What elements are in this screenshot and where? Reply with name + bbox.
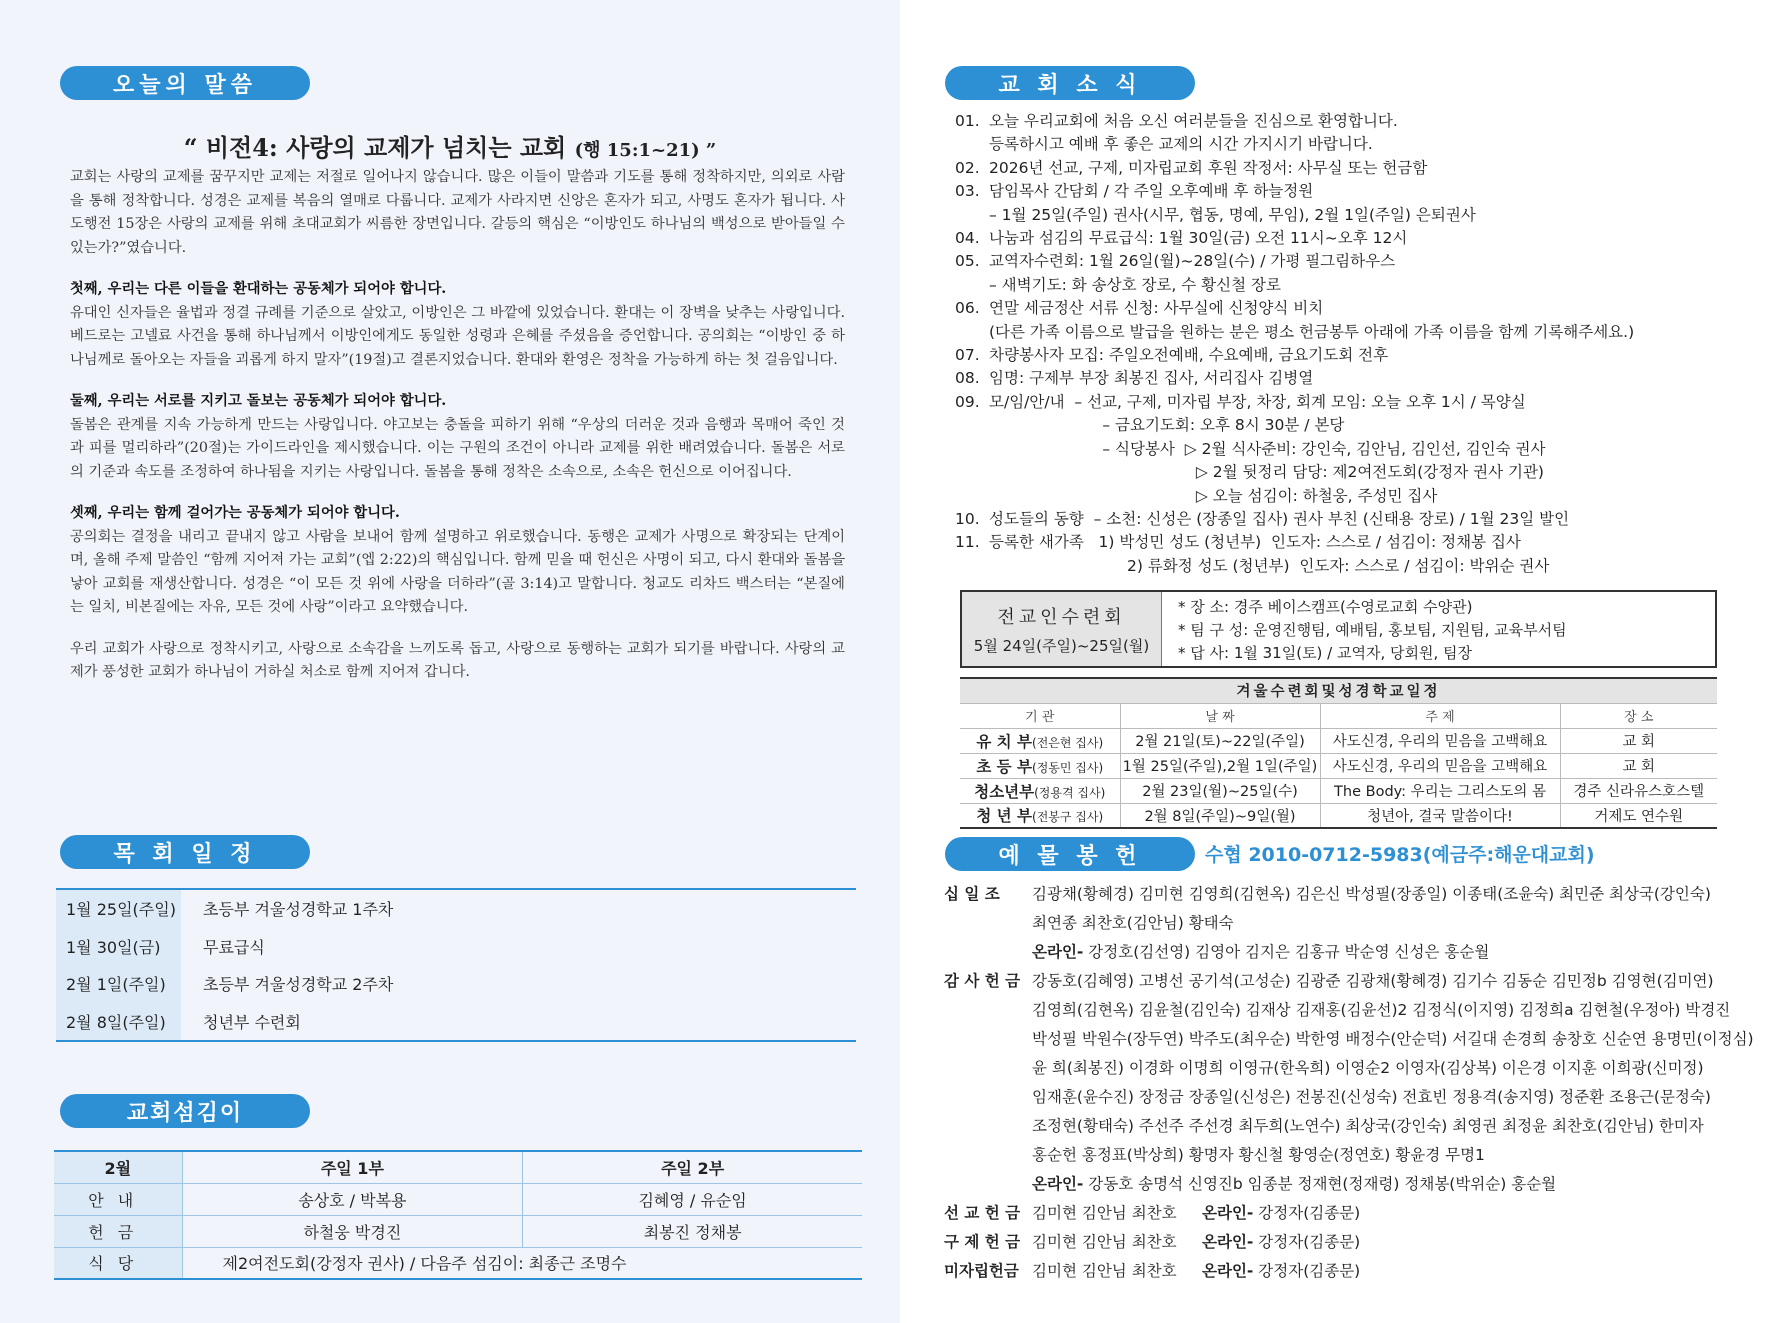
winter-org-lead: (정동민 집사) [1032,760,1104,775]
winter-date: 1월 25일(주일),2월 1일(주일) [1120,753,1320,778]
news-number [955,321,989,344]
winter-org-name: 유 치 부 [976,732,1033,751]
news-text: 나눔과 섬김의 무료급식: 1월 30일(금) 오전 11시~오후 12시 [989,229,1408,248]
schedule-row [56,928,856,966]
offering-relief [944,1228,1744,1257]
winter-col-place: 장 소 [1560,703,1717,728]
serve-cell: 제2여전도회(강정자 권사) / 다음주 섬김이: 최종근 조명수 [182,1247,862,1279]
news-item [955,227,1745,250]
offering-names-line: 최연종 최찬호(김안님) 황태숙 [1032,914,1234,932]
offering-names-line: 조정현(황태숙) 주선주 주선경 최두희(노연수) 최상국(강인숙) 최영권 최정윤 최찬호(김안님) 한미자 [1032,1117,1704,1135]
retreat-label-box [962,592,1162,666]
news-number: 11. [955,533,980,552]
offering-names: 김미현 김안님 최찬호 [1032,1204,1177,1222]
news-number: 01. [955,112,980,130]
news-number: 08. [955,369,980,388]
news-item [955,110,1745,133]
offering-names-line: 강동호(김혜영) 고병선 공기석(고성순) 김광준 김광채(황혜경) 김기수 김동순 김민정b 김영현(김미연) [1032,972,1714,990]
sermon-body [70,166,845,703]
winter-row [960,803,1717,828]
sermon-point-heading: 둘째, 우리는 서로를 지키고 돌보는 공동체가 되어야 합니다. [70,393,447,409]
section-offering-header: 예 물 봉 헌 [945,837,1195,871]
winter-org-name: 청소년부 [974,782,1035,801]
news-item [955,461,1745,484]
serve-col-2: 주일 2부 [523,1151,862,1183]
offering-names [1032,880,1744,967]
serve-row [54,1215,862,1247]
retreat-details [1162,592,1567,666]
winter-date: 2월 8일(주일)~9일(월) [1120,803,1320,828]
retreat-detail: * 답 사: 1월 31일(토) / 교역자, 당회원, 팀장 [1178,644,1472,662]
sermon-point-heading: 셋째, 우리는 함께 걸어가는 공동체가 되어야 합니다. [70,505,400,521]
schedule-list [56,888,856,1042]
winter-topic: 청년아, 결국 말씀이다! [1320,803,1560,828]
news-number [955,485,989,508]
winter-org [960,778,1120,803]
offering-online-line [1202,1228,1360,1257]
sermon-paragraph-text: 돌봄은 관계를 지속 가능하게 만드는 사랑입니다. 야고보는 충돌을 피하기 위해 “우상의 더러운 것과 음행과 목매어 죽인 것과 피를 멀리하라”(20절)는 가이드라인을 제시했습니다. 이는 구원의 조건이 아니라 교제를 위한 배려였습니다. 돌봄은 서로의 기준과 속도를 조정하여 하나됨을 지키는 사랑입니다. 돌봄을 통해 정착은 소속으로, 소속은 헌신으로 이어집니다. [70,416,845,480]
offering-category: 구 제 헌 금 [944,1233,1021,1251]
winter-org [960,803,1120,828]
offering-category: 미자립헌금 [944,1262,1019,1280]
schedule-date: 2월 8일(주일) [56,1003,181,1041]
winter-col-org: 기 관 [960,703,1120,728]
retreat-date: 5월 24일(주일)~25일(월) [973,636,1150,655]
winter-org-lead: (전봉구 집사) [1032,810,1104,825]
online-label: 온라인- [1032,1175,1084,1193]
schedule-date: 1월 30일(금) [56,928,181,966]
news-number: 03. [955,182,980,201]
online-names: 강정자(김종문) [1253,1233,1361,1251]
offering-tithe [944,880,1744,967]
serve-month: 2월 [54,1151,182,1183]
offering-names [1032,967,1754,1199]
news-text: ▷ 2월 뒷정리 담당: 제2여전도회(강정자 권사 기관) [989,463,1544,482]
sermon-reference: (행 15:1~21) ” [574,140,717,161]
retreat-box [960,590,1717,668]
winter-org-name: 청 년 부 [976,807,1033,826]
serve-row-label: 식당 [54,1247,182,1279]
sermon-paragraph [70,166,845,260]
news-text: – 식당봉사 ▷ 2월 식사준비: 강인숙, 김안님, 김인선, 김인숙 권사 [989,439,1546,458]
schedule-text: 청년부 수련회 [203,1012,301,1032]
news-item [955,250,1745,273]
online-names: 강정호(김선영) 김영아 김지은 김홍규 박순영 신성은 홍순월 [1083,943,1490,961]
news-number [955,204,989,227]
news-number: 06. [955,299,980,318]
section-serve-header: 교회섬김이 [60,1094,310,1128]
news-item [955,438,1745,461]
serve-row-label: 헌금 [54,1215,182,1247]
news-number [955,461,989,484]
winter-caption-row [960,678,1717,703]
offering-online-line [1202,1199,1360,1228]
news-text: ▷ 오늘 섬김이: 하철웅, 주성민 집사 [989,486,1438,505]
winter-org-lead: (정용격 집사) [1034,785,1106,800]
news-text: 교역자수련회: 1월 26일(월)~28일(수) / 가평 필그림하우스 [989,252,1396,271]
offering-list [944,880,1754,1286]
news-item [955,391,1745,414]
schedule-text: 초등부 겨울성경학교 2주차 [203,975,394,995]
section-news-header: 교 회 소 식 [945,66,1195,100]
offering-names-line: 임재훈(윤수진) 장정금 장종일(신성은) 전봉진(신성숙) 전효빈 정용격(송지영) 정준환 조용근(문정숙) [1032,1088,1711,1106]
schedule-row [56,965,856,1003]
winter-place: 경주 신라유스호스텔 [1560,778,1717,803]
news-text: 성도들의 동향 – 소천: 신성은 (장종일 집사) 권사 부친 (신태용 장로) / 1월 23일 발인 [989,509,1570,528]
news-text: – 금요기도회: 오후 8시 30분 / 본당 [989,416,1345,435]
offering-names: 김미현 김안님 최찬호 [1032,1262,1177,1280]
sermon-title-text: “ 비전4: 사랑의 교제가 넘치는 교회 [183,133,567,162]
news-item [955,180,1745,203]
news-item [955,508,1745,531]
news-number: 09. [955,392,980,411]
serve-row-label: 안내 [54,1183,182,1215]
serve-col-1: 주일 1부 [182,1151,523,1183]
schedule-text: 초등부 겨울성경학교 1주차 [203,900,394,920]
news-text: – 1월 25일(주일) 권사(시무, 협동, 명예, 무임), 2월 1일(주일) 은퇴권사 [989,205,1476,224]
winter-schedule-table [960,677,1717,829]
offering-names-line: 김광채(황혜경) 김미현 김영희(김현옥) 김은신 박성필(장종일) 이종태(조윤숙) 최민준 최상국(강인숙) [1032,885,1711,903]
online-label: 온라인- [1032,943,1084,961]
winter-org [960,753,1120,778]
serve-table [54,1150,862,1280]
offering-names: 김미현 김안님 최찬호 [1032,1233,1177,1251]
news-text: (다른 가족 이름으로 발급을 원하는 분은 평소 헌금봉투 아래에 가족 이름을 함께 기록해주세요.) [989,322,1635,341]
sermon-paragraph-text: 유대인 신자들은 율법과 정결 규례를 기준으로 살았고, 이방인은 그 바깥에 있었습니다. 환대는 이 장벽을 낮추는 사랑입니다. 베드로는 고넬료 사건을 통해 하나님께서 이방인에게도 동일한 성령과 은혜를 주셨음을 증언합니다. 공의회는 “이방인 중 하나님께로 돌아오는 자들을 괴롭게 하지 말자”(19절)고 결론지었습니다. 환대와 환영은 정착을 가능하게 하는 첫 걸음입니다. [70,304,845,368]
offering-online-line [1202,1257,1360,1286]
winter-row [960,753,1717,778]
serve-row [54,1247,862,1279]
winter-date: 2월 21일(토)~22일(주일) [1120,728,1320,753]
retreat-detail: * 장 소: 경주 베이스캠프(수영로교회 수양관) [1178,598,1473,616]
news-item [955,367,1745,390]
news-list [955,110,1745,578]
online-label: 온라인- [1202,1262,1254,1280]
winter-row [960,778,1717,803]
news-item [955,531,1745,554]
news-number [955,274,989,297]
offering-mission [944,1199,1744,1228]
online-names: 강정자(김종문) [1253,1204,1361,1222]
winter-org-name: 초 등 부 [976,757,1033,776]
news-item [955,133,1745,156]
bank-account: 수협 2010-0712-5983(예금주:해운대교회) [1205,844,1595,866]
winter-col-topic: 주 제 [1320,703,1560,728]
news-text: 차량봉사자 모집: 주일오전예배, 수요예배, 금요기도회 전후 [989,346,1389,365]
serve-header-row [54,1151,862,1183]
winter-caption: 겨울수련회및성경학교일정 [960,678,1717,703]
serve-cell: 최봉진 정채봉 [523,1215,862,1247]
winter-topic: 사도신경, 우리의 믿음을 고백해요 [1320,753,1560,778]
online-label: 온라인- [1202,1233,1254,1251]
news-number [955,438,989,461]
sermon-point-heading: 첫째, 우리는 다른 이들을 환대하는 공동체가 되어야 합니다. [70,281,447,297]
schedule-text: 무료급식 [203,937,265,957]
news-text: 2026년 선교, 구제, 미자립교회 후원 작정서: 사무실 또는 헌금함 [989,158,1428,177]
offering-thanks [944,967,1754,1199]
news-number [955,133,989,156]
sermon-title [60,128,840,163]
winter-date: 2월 23일(월)~25일(수) [1120,778,1320,803]
schedule-row [56,1003,856,1041]
winter-header-row [960,703,1717,728]
news-item [955,344,1745,367]
news-text: 담임목사 간담회 / 각 주일 오후예배 후 하늘정원 [989,182,1314,201]
news-text: 오늘 우리교회에 처음 오신 여러분들을 진심으로 환영합니다. [989,112,1398,130]
serve-cell: 하철웅 박경진 [182,1215,523,1247]
serve-cell: 김혜영 / 유순임 [523,1183,862,1215]
news-number [955,555,989,578]
serve-cell: 송상호 / 박복용 [182,1183,523,1215]
news-text: – 새벽기도: 화 송상호 장로, 수 황신철 장로 [989,275,1281,294]
schedule-date: 2월 1일(주일) [56,965,181,1003]
winter-org-lead: (전은현 집사) [1032,735,1104,750]
winter-place: 교 회 [1560,728,1717,753]
offering-weak-church [944,1257,1744,1286]
sermon-paragraph-text: 공의회는 결정을 내리고 끝내지 않고 사람을 보내어 함께 설명하고 위로했습니다. 동행은 교제가 사명으로 확장되는 단계이며, 올해 주제 말씀인 “함께 지어져 가는 교회”(엡 2:22)의 핵심입니다. 함께 믿을 때 헌신은 사명이 되고, 다시 환대와 돌봄을 낳아 교회를 재생산합니다. 성경은 “이 모든 것 위에 사랑을 더하라”(골 3:14)고 말합니다. 청교도 리차드 백스터는 “본질에는 일치, 비본질에는 자유, 모든 것에 사랑”이라고 요약했습니다. [70,528,845,615]
serve-row [54,1183,862,1215]
news-item [955,297,1745,320]
sermon-paragraph [70,638,845,685]
winter-org [960,728,1120,753]
news-item [955,414,1745,437]
offering-names-line: 윤 희(최봉진) 이경화 이명희 이영규(한옥희) 이영순2 이영자(김상복) 이은경 이지훈 이희광(신미정) [1032,1059,1704,1077]
news-item [955,157,1745,180]
offering-names-line: 박성필 박원수(장두연) 박주도(최우순) 박한영 배정수(안순덕) 서길대 손경희 송창호 신순연 용명민(이정심) [1032,1030,1754,1048]
winter-place: 교 회 [1560,753,1717,778]
offering-category: 선 교 헌 금 [944,1204,1021,1222]
retreat-detail: * 팀 구 성: 운영진행팀, 예배팀, 홍보팀, 지원팀, 교육부서팀 [1178,621,1567,639]
online-label: 온라인- [1202,1204,1254,1222]
winter-topic: 사도신경, 우리의 믿음을 고백해요 [1320,728,1560,753]
sermon-paragraph-text: 우리 교회가 사랑으로 정착시키고, 사랑으로 소속감을 느끼도록 돕고, 사랑으로 동행하는 교회가 되기를 바랍니다. 사랑의 교제가 풍성한 교회가 하나님이 거하실 처소로 함께 지어져 갑니다. [70,640,845,680]
sermon-paragraph [70,502,845,620]
offering-category: 십 일 조 [944,885,1000,903]
news-text: 등록하시고 예배 후 좋은 교제의 시간 가지시기 바랍니다. [989,135,1373,154]
online-names: 강동호 송명석 신영진b 임종분 정재현(정재령) 정채봉(박위순) 홍순월 [1083,1175,1557,1193]
online-names: 강정자(김종문) [1253,1262,1361,1280]
news-number: 07. [955,346,980,365]
section-word-header: 오늘의 말씀 [60,66,310,100]
offering-names-line: 김영희(김현옥) 김윤철(김인숙) 김재상 김재홍(김윤선)2 김정식(이지영) 김정희a 김현철(우정아) 박경진 [1032,1001,1731,1019]
news-text: 모/임/안/내 – 선교, 구제, 미자립 부장, 차장, 회계 모임: 오늘 오후 1시 / 목양실 [989,392,1526,411]
offering-names-line: 홍순헌 홍정표(박상희) 황명자 황신철 황영순(정연호) 황윤경 무명1 [1032,1146,1485,1164]
offering-category: 감 사 헌 금 [944,972,1021,990]
news-number: 02. [955,158,980,177]
news-number: 04. [955,229,980,248]
news-item [955,555,1745,578]
news-item [955,274,1745,297]
sermon-paragraph [70,278,845,372]
offering-online-line [1032,1170,1754,1199]
news-item [955,204,1745,227]
sermon-paragraph [70,390,845,484]
sermon-paragraph-text: 교회는 사랑의 교제를 꿈꾸지만 교제는 저절로 일어나지 않습니다. 많은 이들이 말씀과 기도를 통해 정착하지만, 의외로 사람을 통해 정착합니다. 성경은 교제를 복음의 열매로 다룹니다. 교제가 사라지면 신앙은 혼자가 되고, 사명도 혼자가 됩니다. 사도행전 15장은 사랑의 교제를 위해 초대교회가 씨름한 장면입니다. 갈등의 핵심은 “이방인도 하나님의 백성으로 받아들일 수 있는가?”였습니다. [70,169,845,256]
news-text: 2) 류화정 성도 (청년부) 인도자: 스스로 / 섬김이: 박위순 권사 [989,556,1550,575]
news-text: 연말 세금정산 서류 신청: 사무실에 신청양식 비치 [989,299,1324,318]
section-schedule-header: 목 회 일 정 [60,835,310,869]
news-item [955,321,1745,344]
winter-topic: The Body: 우리는 그리스도의 몸 [1320,778,1560,803]
news-number: 05. [955,252,980,271]
news-item [955,485,1745,508]
offering-online-line [1032,938,1744,967]
retreat-name: 전교인수련회 [997,606,1126,628]
schedule-date: 1월 25일(주일) [56,890,181,928]
winter-place: 거제도 연수원 [1560,803,1717,828]
news-number: 10. [955,509,980,528]
winter-row [960,728,1717,753]
winter-col-date: 날 짜 [1120,703,1320,728]
schedule-row [56,890,856,928]
news-text: 등록한 새가족 1) 박성민 성도 (청년부) 인도자: 스스로 / 섬김이: 정채봉 집사 [989,533,1521,552]
news-number [955,414,989,437]
news-text: 임명: 구제부 부장 최봉진 집사, 서리집사 김병열 [989,369,1314,388]
